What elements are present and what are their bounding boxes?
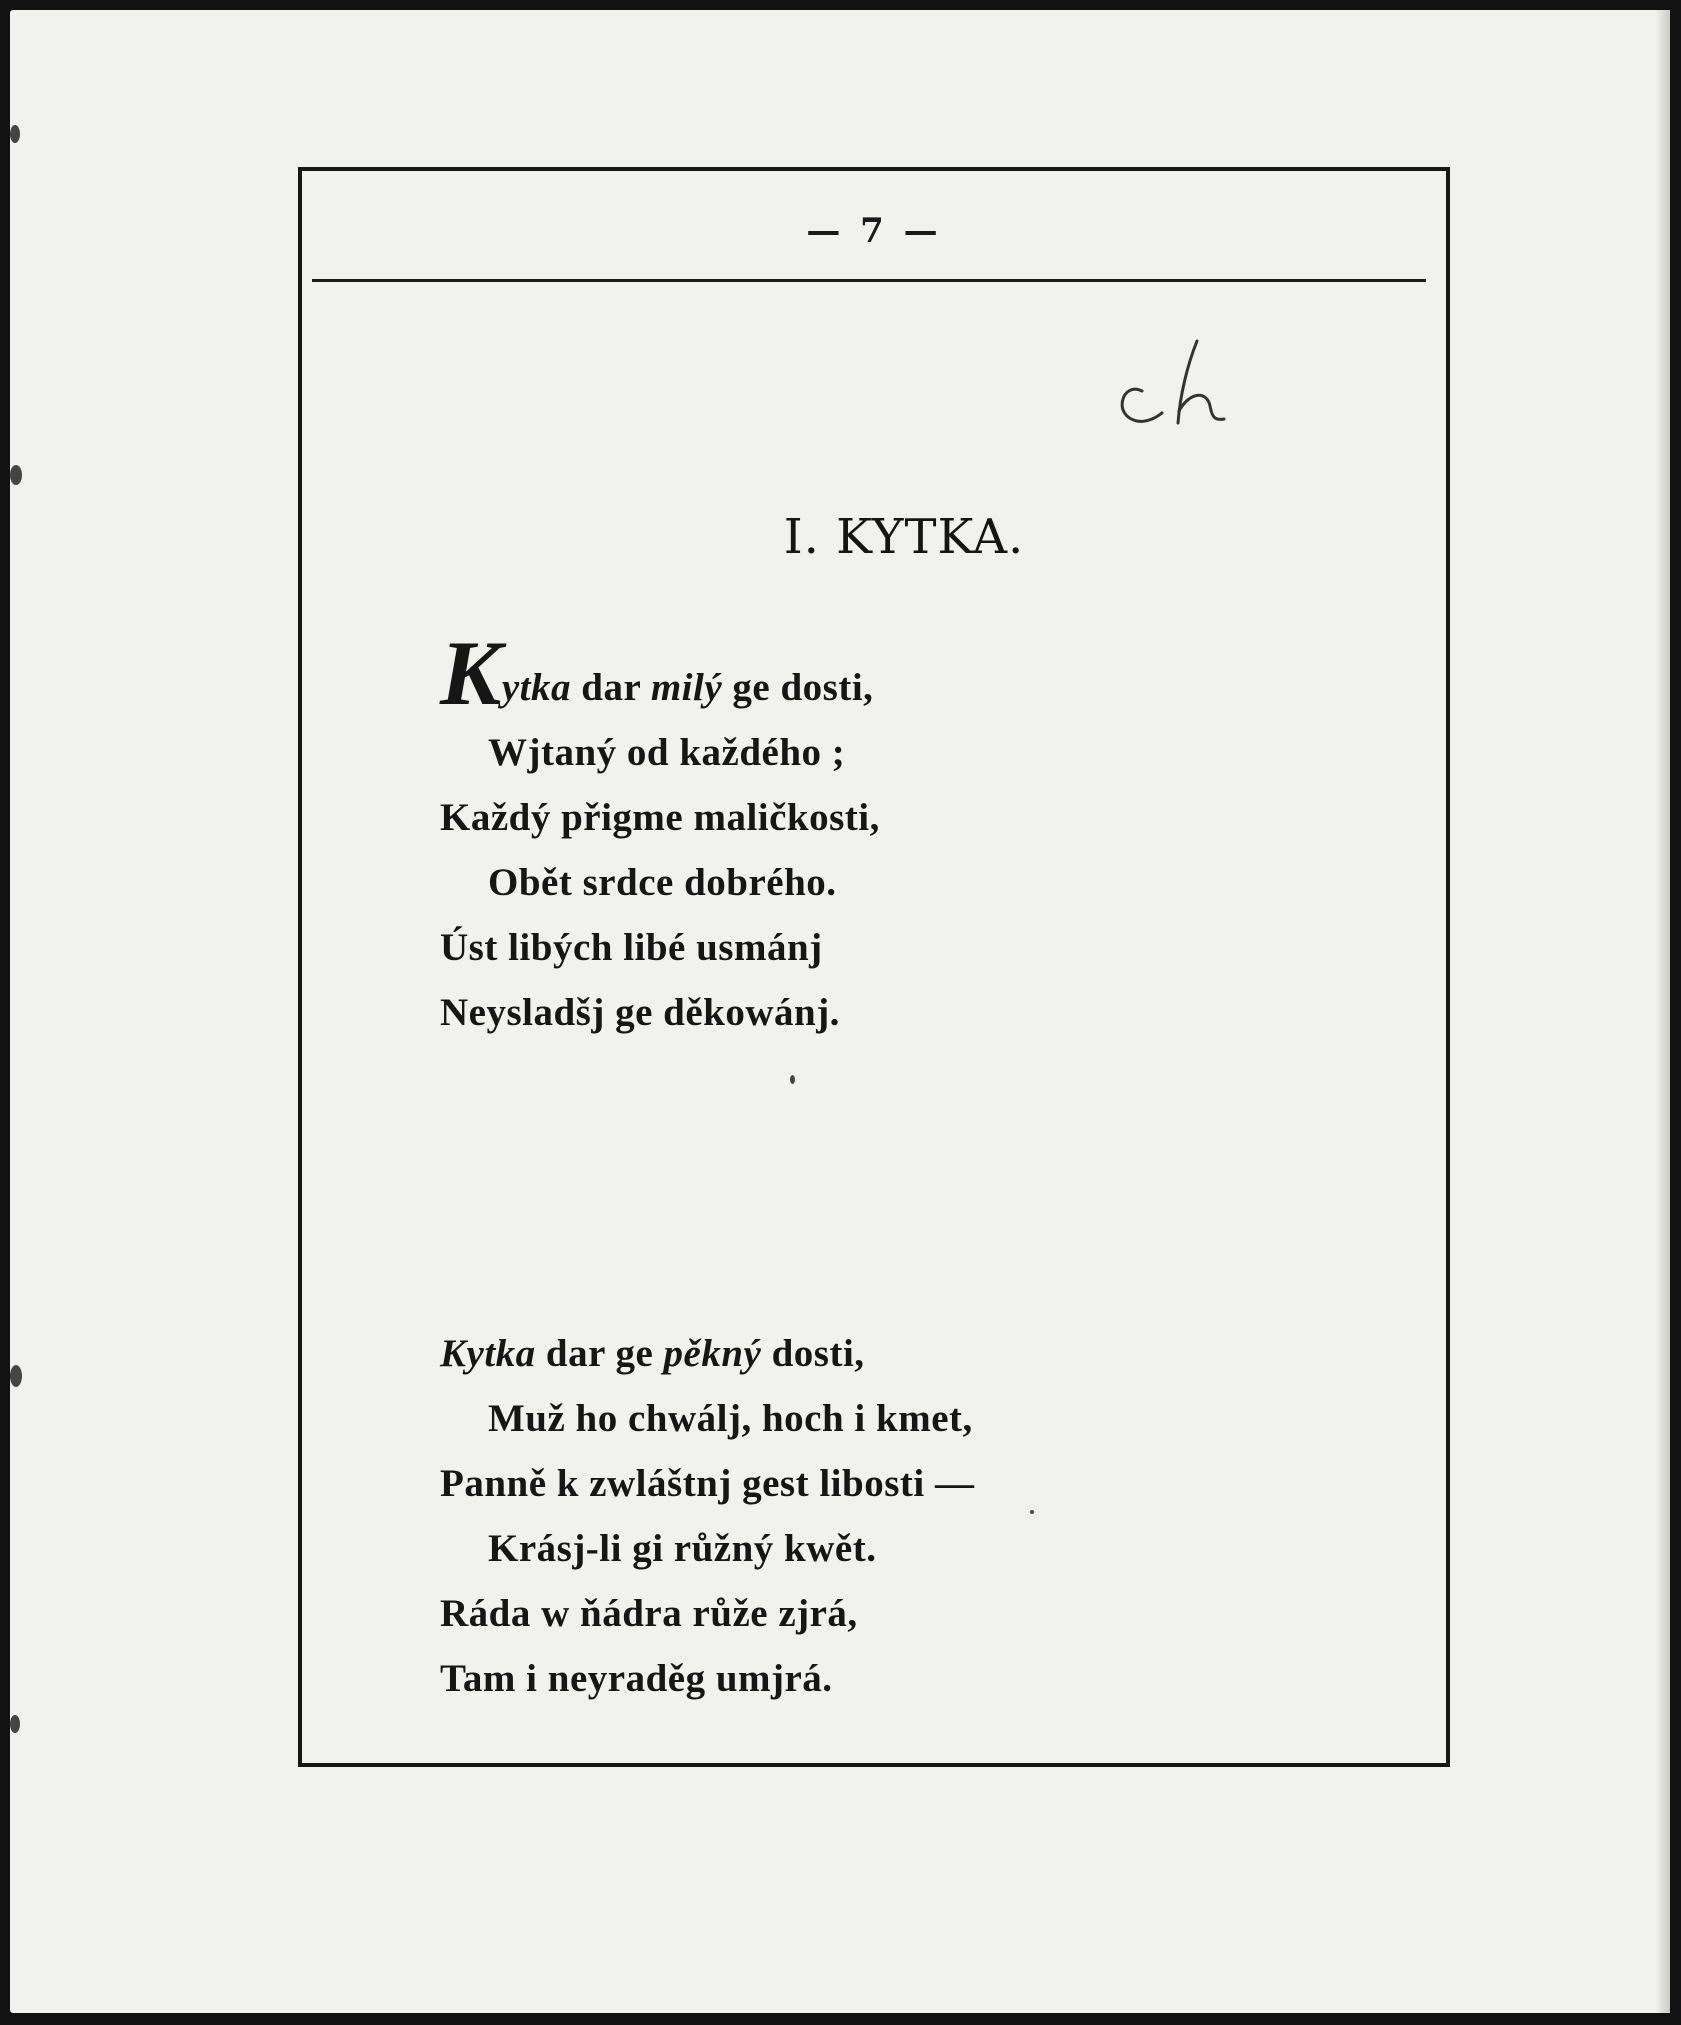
page-edge-shadow bbox=[1656, 10, 1670, 2013]
header-rule bbox=[312, 279, 1426, 282]
verse-line: Úst libých libé usmánj bbox=[440, 926, 823, 969]
page-border-frame bbox=[298, 167, 1450, 1767]
scan-speck bbox=[790, 1075, 795, 1084]
verse-line bbox=[440, 1321, 1340, 1386]
verse-text: dar bbox=[571, 666, 651, 709]
verse-line: Panně k zwláštnj gest libosti — bbox=[440, 1462, 975, 1505]
scan-speck bbox=[10, 1715, 20, 1733]
verse-line: Wjtaný od každého ; bbox=[488, 731, 846, 774]
handwritten-annotation bbox=[1102, 321, 1252, 431]
poem-title: I. KYTKA. bbox=[783, 509, 1025, 565]
stanza-1 bbox=[440, 622, 1340, 1045]
italic-word: Kytka bbox=[440, 1332, 536, 1375]
italic-word: pěkný bbox=[663, 1332, 762, 1375]
verse-line: Ráda w ňádra růže zjrá, bbox=[440, 1592, 858, 1635]
verse-line: Tam i neyraděg umjrá. bbox=[440, 1657, 833, 1700]
verse-text: ge dosti, bbox=[722, 666, 874, 709]
verse-text: dar ge bbox=[535, 1332, 664, 1375]
drop-cap: K bbox=[440, 622, 502, 724]
scan-speck bbox=[1030, 1510, 1034, 1514]
verse-line bbox=[440, 622, 1340, 724]
verse-line: Každý přigme maličkosti, bbox=[440, 796, 880, 839]
page-number: — 7 — bbox=[806, 211, 942, 251]
italic-word: ytka bbox=[501, 666, 572, 709]
scan-speck bbox=[10, 1365, 22, 1387]
verse-line: Muž ho chwálj, hoch i kmet, bbox=[488, 1397, 973, 1440]
scanned-page bbox=[10, 10, 1670, 2013]
verse-line: Obět srdce dobrého. bbox=[488, 861, 837, 904]
stanza-2 bbox=[440, 1321, 1340, 1711]
verse-line: Krásj-li gi růžný kwět. bbox=[488, 1527, 877, 1570]
verse-line: Neysladšj ge děkowánj. bbox=[440, 991, 840, 1034]
italic-word: milý bbox=[650, 666, 723, 709]
verse-text: dosti, bbox=[761, 1332, 865, 1375]
scan-speck bbox=[10, 465, 22, 485]
scan-speck bbox=[10, 125, 20, 143]
